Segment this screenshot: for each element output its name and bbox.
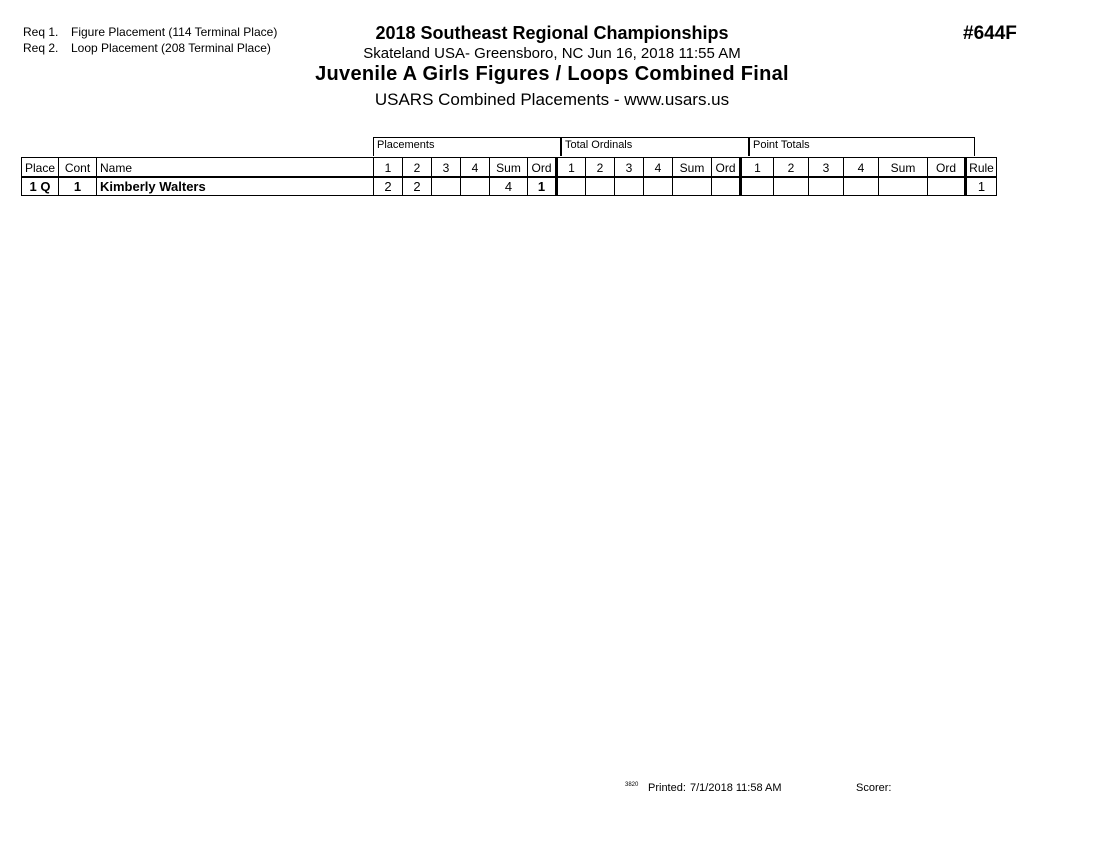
cell-ordinals-ord: [712, 177, 741, 196]
cell-ordinals-sum: [673, 177, 712, 196]
group-header-placements: [373, 137, 561, 156]
column-header-ordinals-2: 2: [586, 158, 615, 177]
cell-ordinals-3: [615, 177, 644, 196]
table-header-row: [22, 158, 997, 177]
column-header-placements-4: 4: [461, 158, 490, 177]
source-line: USARS Combined Placements - www.usars.us: [374, 90, 730, 109]
group-header-total-ordinals: [561, 137, 749, 156]
column-header-ordinals-ord: Ord: [712, 158, 741, 177]
cell-points-3: [809, 177, 844, 196]
cell-place: 1 Q: [22, 177, 59, 196]
footer-mark: 3820: [625, 782, 639, 788]
printed-label: Printed:: [648, 782, 686, 794]
column-header-placements-1: 1: [374, 158, 403, 177]
group-label: Point Totals: [753, 139, 810, 151]
cell-placements-sum: 4: [490, 177, 528, 196]
group-header-point-totals: [749, 137, 975, 156]
requirement-text: Loop Placement (208 Terminal Place): [71, 41, 271, 55]
column-header-rule: Rule: [966, 158, 997, 177]
column-header-placements-sum: Sum: [490, 158, 528, 177]
scorer-label: Scorer:: [856, 782, 892, 794]
table-row: [22, 177, 997, 196]
column-header-points-sum: Sum: [879, 158, 928, 177]
event-title: Juvenile A Girls Figures / Loops Combined Final: [315, 63, 789, 85]
cell-ordinals-2: [586, 177, 615, 196]
column-header-ordinals-4: 4: [644, 158, 673, 177]
cell-points-2: [774, 177, 809, 196]
column-header-ordinals-3: 3: [615, 158, 644, 177]
column-header-place: Place: [22, 158, 59, 177]
column-header-placements-3: 3: [432, 158, 461, 177]
event-number: #644F: [963, 23, 1017, 44]
cell-ordinals-1: [557, 177, 586, 196]
column-header-name: Name: [97, 158, 374, 177]
column-header-points-2: 2: [774, 158, 809, 177]
cell-placements-3: [432, 177, 461, 196]
group-label: Placements: [377, 139, 435, 151]
cell-ordinals-4: [644, 177, 673, 196]
column-header-placements-ord: Ord: [528, 158, 557, 177]
cell-name: Kimberly Walters: [97, 177, 374, 196]
printed-timestamp: 7/1/2018 11:58 AM: [690, 782, 782, 794]
column-header-ordinals-sum: Sum: [673, 158, 712, 177]
column-header-points-ord: Ord: [928, 158, 966, 177]
column-header-points-1: 1: [741, 158, 774, 177]
cell-points-ord: [928, 177, 966, 196]
results-table: [21, 157, 997, 196]
column-header-points-4: 4: [844, 158, 879, 177]
cell-cont: 1: [59, 177, 97, 196]
requirement-number: Req 2.: [23, 41, 59, 55]
group-label: Total Ordinals: [565, 139, 633, 151]
cell-points-4: [844, 177, 879, 196]
cell-placements-1: 2: [374, 177, 403, 196]
cell-placements-4: [461, 177, 490, 196]
cell-rule: 1: [966, 177, 997, 196]
requirement-text: Figure Placement (114 Terminal Place): [71, 25, 278, 39]
cell-points-1: [741, 177, 774, 196]
column-header-points-3: 3: [809, 158, 844, 177]
cell-placements-ord: 1: [528, 177, 557, 196]
column-header-placements-2: 2: [403, 158, 432, 177]
requirement-number: Req 1.: [23, 25, 59, 39]
cell-placements-2: 2: [403, 177, 432, 196]
column-header-ordinals-1: 1: [557, 158, 586, 177]
competition-title: 2018 Southeast Regional Championships: [375, 23, 729, 43]
cell-points-sum: [879, 177, 928, 196]
venue-date-line: Skateland USA- Greensboro, NC Jun 16, 2018 11:55 AM: [363, 45, 741, 62]
column-header-cont: Cont: [59, 158, 97, 177]
